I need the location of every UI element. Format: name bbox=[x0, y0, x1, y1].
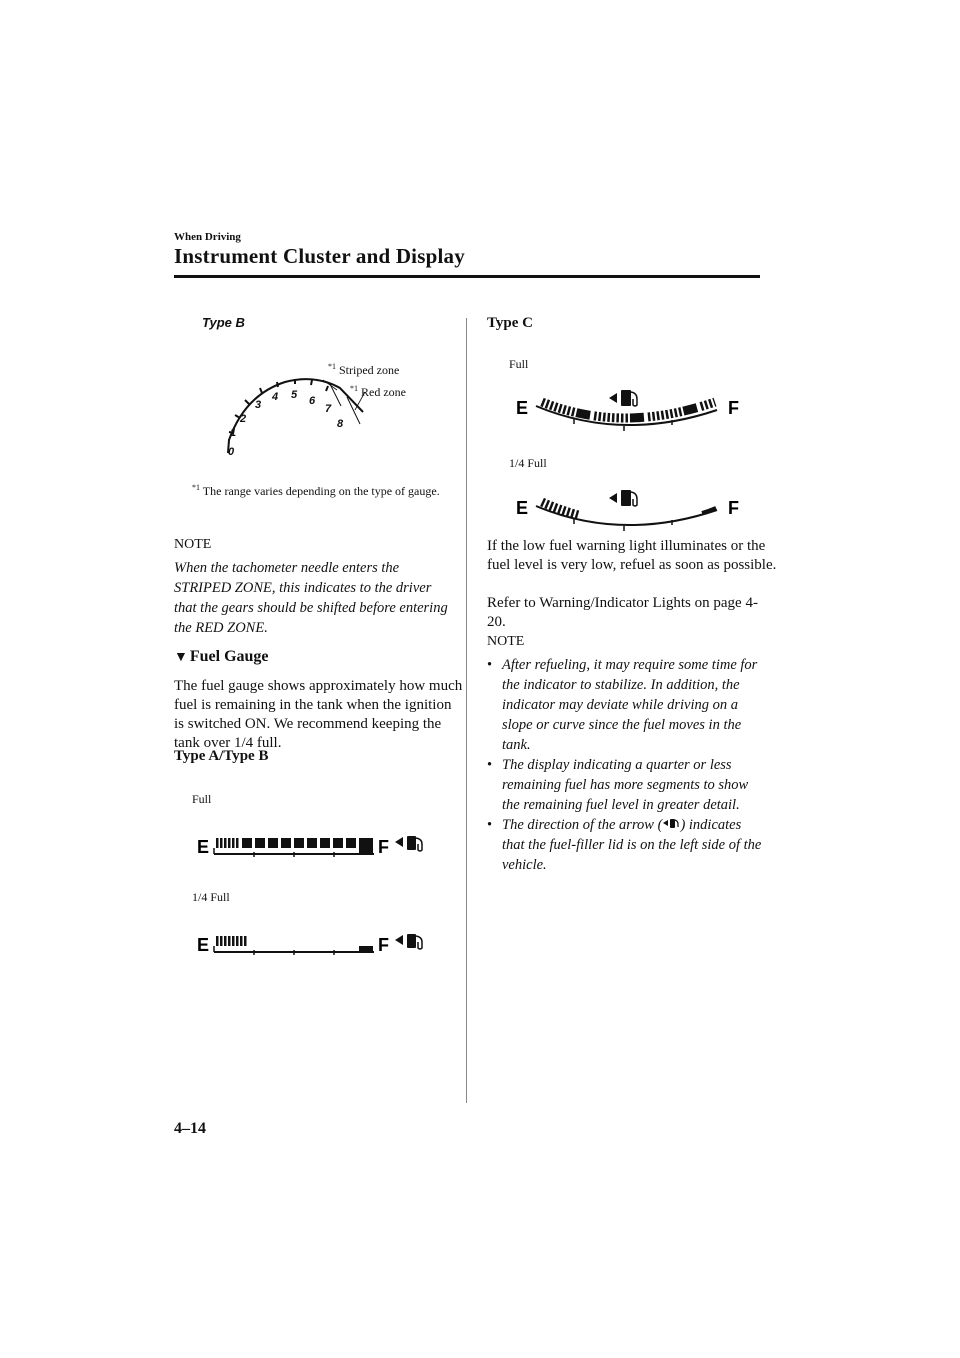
note-heading-left: NOTE bbox=[174, 537, 212, 552]
tach-tick-3: 3 bbox=[255, 399, 262, 411]
tach-tick-2: 2 bbox=[240, 413, 247, 425]
fuel-gauge-ab-quarter bbox=[192, 926, 442, 966]
fuel-pump-icon bbox=[662, 817, 680, 830]
triangle-down-icon: ▼ bbox=[174, 650, 188, 665]
arrow-left-icon bbox=[609, 493, 617, 503]
arrow-left-icon bbox=[395, 935, 403, 945]
tachometer-illustration bbox=[215, 360, 435, 460]
gauge-c-quarter-label: 1/4 Full bbox=[509, 456, 547, 470]
gauge-e-label: E bbox=[197, 837, 210, 857]
arrow-left-icon bbox=[609, 393, 617, 403]
note-item: • The direction of the arrow ( ) indicates that the fuel-filler lid is on the left side of the vehicle. bbox=[487, 817, 762, 873]
refer-link-text[interactable]: Refer to Warning/Indicator Lights on page 4-20. bbox=[487, 595, 758, 630]
fuel-pump-icon bbox=[407, 836, 422, 851]
tach-tick-6: 6 bbox=[309, 395, 316, 407]
tach-tick-7: 7 bbox=[325, 403, 332, 415]
fuel-gauge-description: The fuel gauge shows approximately how much fuel is remaining in the tank when the ignition is switched ON. We recommend keeping the tank over 1/4 full. bbox=[174, 678, 463, 751]
fuel-pump-icon bbox=[407, 934, 422, 949]
tach-tick-4: 4 bbox=[272, 391, 279, 403]
red-zone-label: $^{*1}$ Red zone bbox=[350, 384, 406, 399]
tach-tick-1: 1 bbox=[230, 427, 237, 439]
gauge-f-label: F bbox=[378, 935, 389, 955]
type-b-label: Type B bbox=[202, 315, 245, 330]
gauge-f-label: F bbox=[378, 837, 389, 857]
fuel-pump-icon bbox=[621, 490, 637, 506]
gauge-e-label: E bbox=[516, 498, 529, 518]
gauge-ab-full-label: Full bbox=[192, 792, 212, 806]
low-fuel-warning-text: If the low fuel warning light illuminates or the fuel level is very low, refuel as soon as possible. bbox=[487, 538, 777, 573]
gauge-c-full-label: Full bbox=[509, 357, 529, 371]
gauge-f-label: F bbox=[728, 498, 739, 518]
gauge-e-label: E bbox=[516, 398, 529, 418]
type-c-label: Type C bbox=[487, 315, 533, 331]
striped-zone-label: $^{*1}$ Striped zone bbox=[328, 362, 400, 377]
fuel-gauge-c-quarter bbox=[512, 482, 752, 542]
gauge-e-label: E bbox=[197, 935, 210, 955]
note-heading-right: NOTE bbox=[487, 634, 525, 649]
note-item: • The display indicating a quarter or less remaining fuel has more segments to show the remaining fuel level in greater detail. bbox=[487, 757, 749, 813]
note-list-right bbox=[487, 655, 763, 875]
fuel-gauge-c-full bbox=[512, 382, 752, 442]
note-item: • After refueling, it may require some time for the indicator to stabilize. In addition, the indicator may deviate while driving on a slope or curve since the fuel moves in the tank. bbox=[487, 657, 758, 753]
fuel-gauge-ab-full bbox=[192, 828, 442, 868]
fuel-pump-icon bbox=[621, 390, 637, 406]
footnote: $^{*1}$ The range varies depending on the type of gauge. bbox=[192, 483, 440, 498]
page-title: Instrument Cluster and Display bbox=[174, 244, 465, 268]
column-divider bbox=[466, 318, 467, 1103]
note-text-left: When the tachometer needle enters the STRIPED ZONE, this indicates to the driver that the gears should be shifted before entering the RED ZONE. bbox=[174, 560, 448, 636]
fuel-gauge-heading: ▼ Fuel Gauge bbox=[174, 648, 269, 665]
tach-tick-5: 5 bbox=[291, 389, 298, 401]
type-ab-label: Type A/Type B bbox=[174, 748, 269, 764]
header-rule bbox=[174, 275, 760, 278]
arrow-left-icon bbox=[395, 837, 403, 847]
gauge-ab-quarter-label: 1/4 Full bbox=[192, 890, 230, 904]
section-label: When Driving bbox=[174, 231, 241, 243]
gauge-f-label: F bbox=[728, 398, 739, 418]
tach-tick-8: 8 bbox=[337, 418, 344, 430]
page-number: 4–14 bbox=[174, 1120, 206, 1137]
tach-tick-0: 0 bbox=[228, 446, 235, 458]
